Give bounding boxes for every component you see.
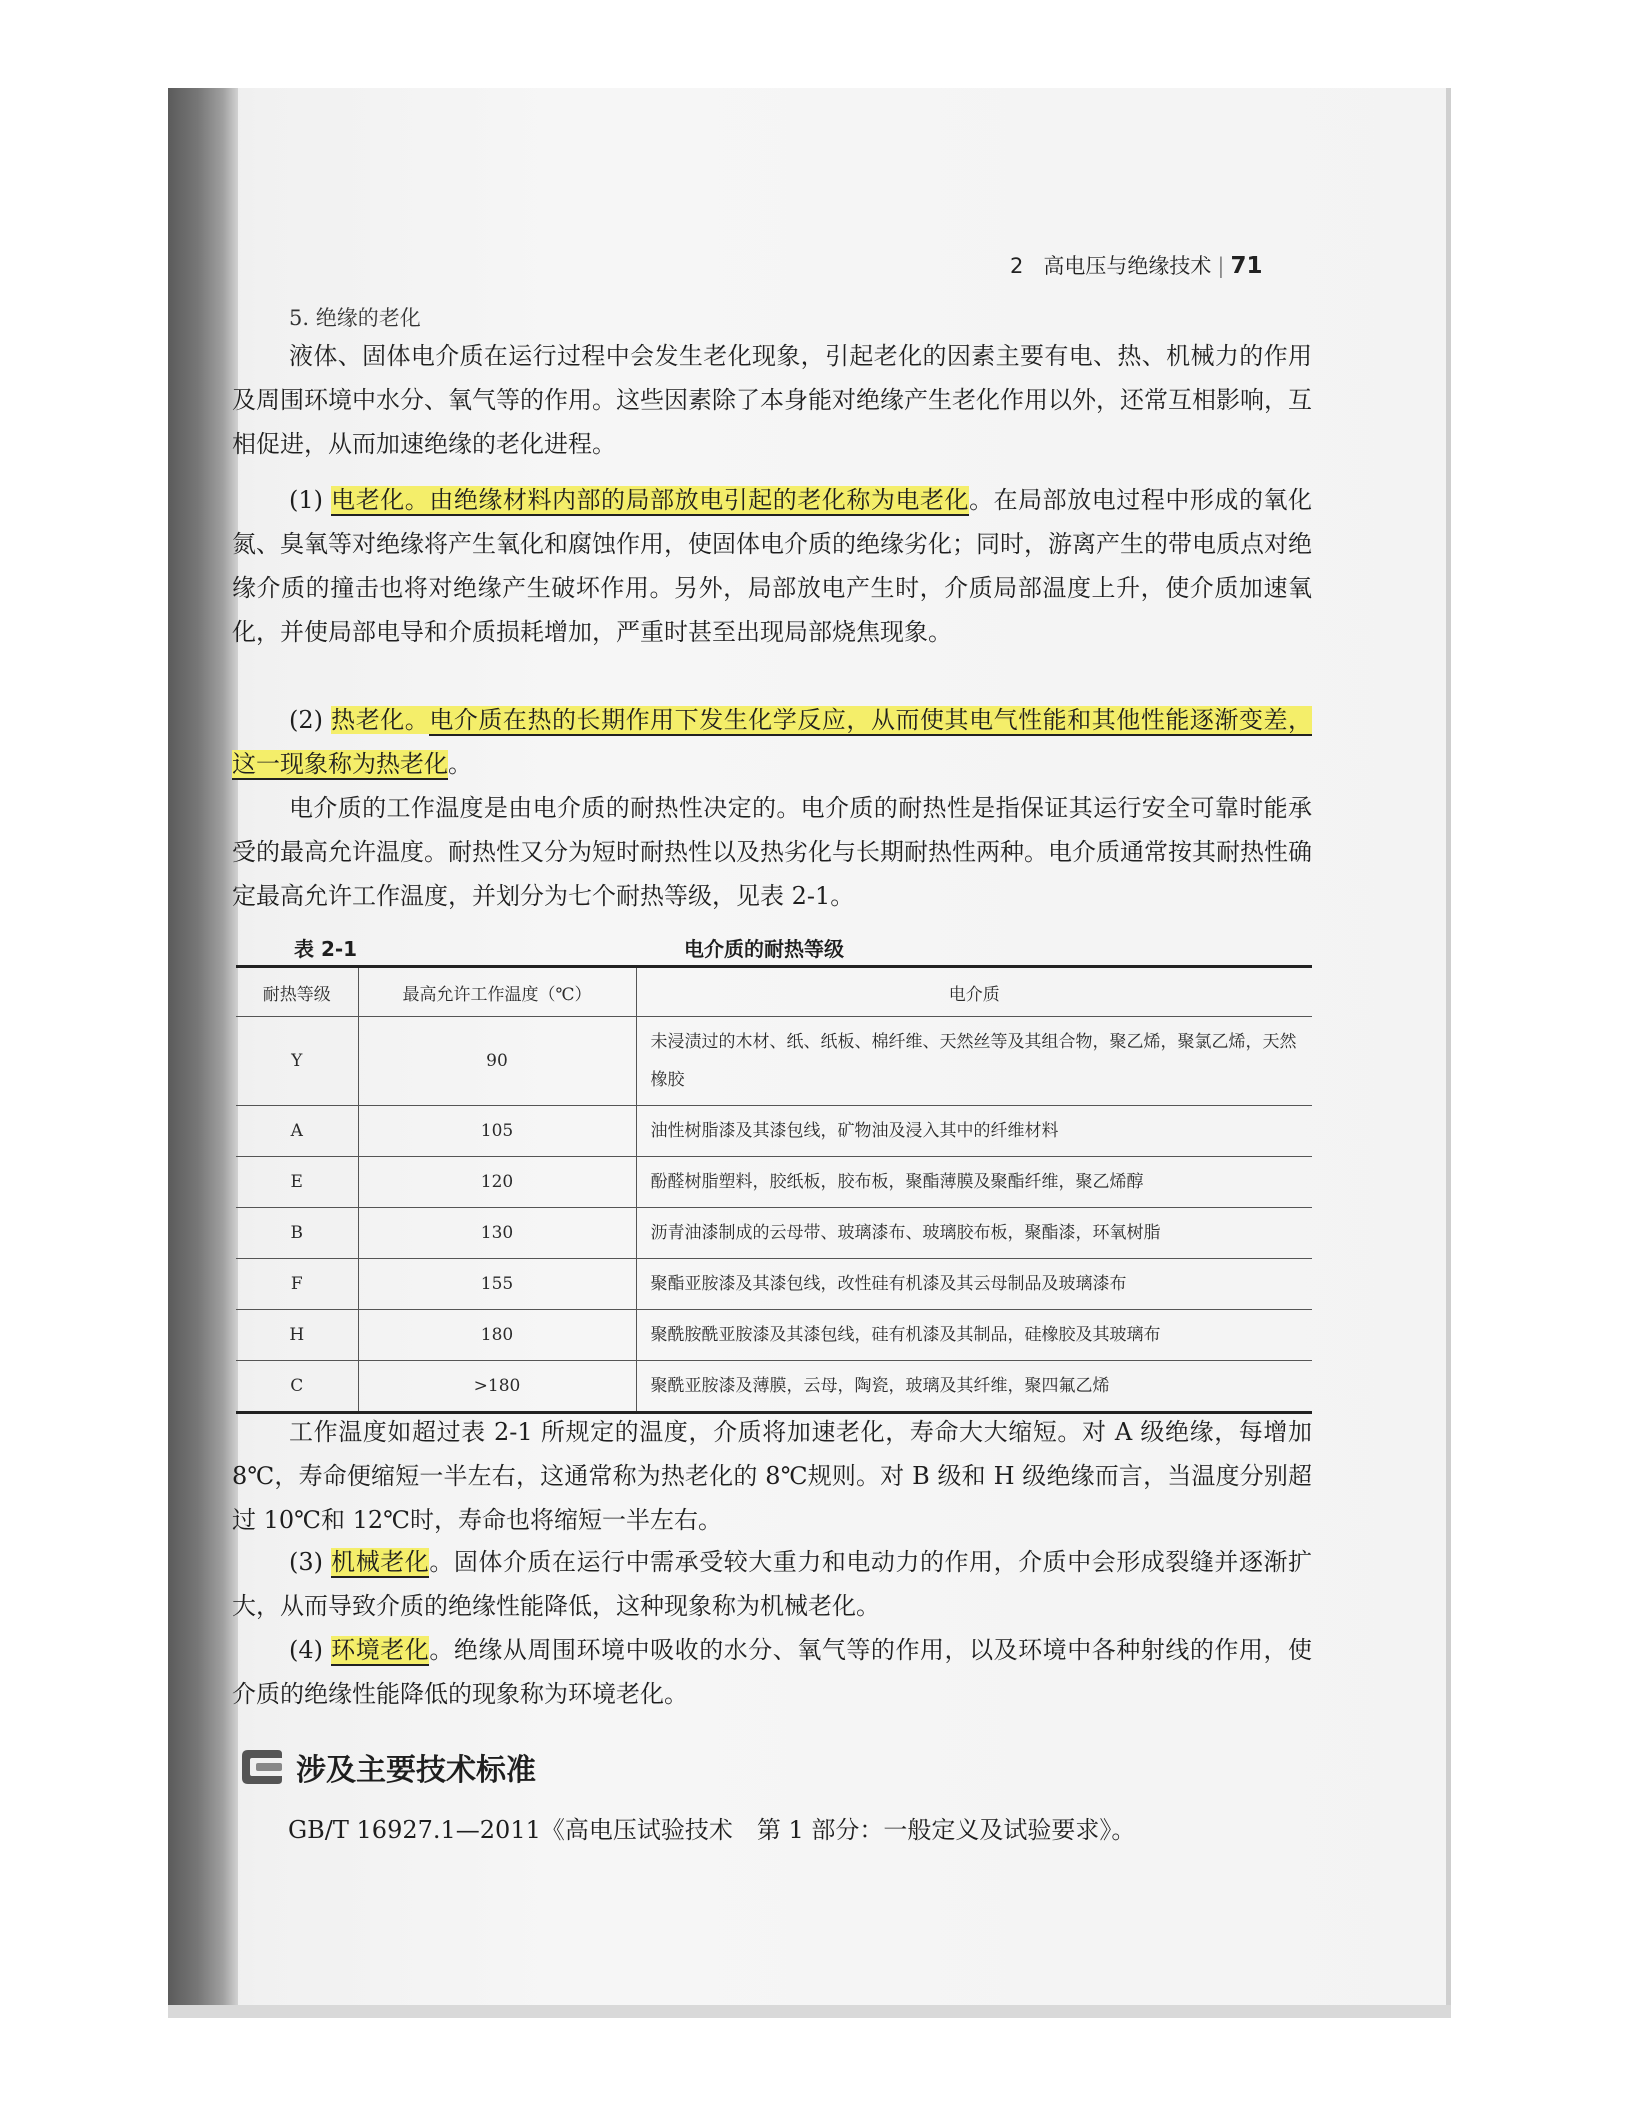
header-temperature: 最高允许工作温度（℃）: [358, 967, 636, 1017]
page-bottom-edge: [168, 2005, 1451, 2018]
page-edge: [1446, 88, 1451, 2018]
standard-reference: GB/T 16927.1—2011《高电压试验技术 第 1 部分：一般定义及试验要求》。: [288, 1816, 1136, 1844]
header-dielectric: 电介质: [636, 967, 1312, 1017]
item-prefix: (1): [289, 486, 332, 514]
aging-rule-paragraph: 工作温度如超过表 2-1 所规定的温度，介质将加速老化，寿命大大缩短。对 A 级绝缘，每增加 8℃，寿命便缩短一半左右，这通常称为热老化的 8℃规则。对 B 级和 H 级绝缘而言，当温度分别超过 10℃和 12℃时，寿命也将缩短一半左右。: [232, 1418, 1312, 1534]
standards-section-title: [238, 1745, 536, 1789]
electrical-aging-body: 。在局部放电过程中形成的氧化氮、臭氧等对绝缘将产生氧化和腐蚀作用，使固体电介质的绝缘劣化；同时，游离产生的带电质点对绝缘介质的撞击也将对绝缘产生破坏作用。另外，局部放电产生时，介质局部温度上升，使介质加速氧化，并使局部电导和介质损耗增加，严重时甚至出现局部烧焦现象。: [232, 486, 1313, 646]
intro-paragraph: 液体、固体电介质在运行过程中会发生老化现象，引起老化的因素主要有电、热、机械力的作用及周围环境中水分、氧气等的作用。这些因素除了本身能对绝缘产生老化作用以外，还常互相影响，互相促进，从而加速绝缘的老化进程。: [232, 342, 1312, 458]
mechanical-aging-body: 。固体介质在运行中需承受较大重力和电动力的作用，介质中会形成裂缝并逐渐扩大，从而导致介质的绝缘性能降低，这种现象称为机械老化。: [232, 1548, 1313, 1620]
electrical-aging-definition: 。由绝缘材料内部的局部放电引起的老化称为电老化: [404, 486, 970, 514]
thermal-aging-term: 热老化: [331, 706, 405, 734]
table-row: A 105 油性树脂漆及其漆包线，矿物油及浸入其中的纤维材料: [236, 1106, 1312, 1157]
environmental-aging-body: 。绝缘从周围环境中吸收的水分、氧气等的作用，以及环境中各种射线的作用，使介质的绝缘性能降低的现象称为环境老化。: [232, 1636, 1313, 1708]
item-prefix: (3): [289, 1548, 332, 1576]
environmental-aging-paragraph: [232, 1628, 1312, 1716]
table-row: E 120 酚醛树脂塑料，胶纸板，胶布板，聚酯薄膜及聚酯纤维，聚乙烯醇: [236, 1157, 1312, 1208]
item-prefix: (2): [289, 706, 332, 734]
table-row: B 130 沥青油漆制成的云母带、玻璃漆布、玻璃胶布板，聚酯漆，环氧树脂: [236, 1208, 1312, 1259]
electrical-aging-term: 电老化: [331, 486, 405, 514]
heat-grade-table: [236, 965, 1312, 1414]
header-grade: 耐热等级: [236, 967, 358, 1017]
chapter-title: 高电压与绝缘技术: [1043, 254, 1212, 278]
table-row: C >180 聚酰亚胺漆及薄膜，云母，陶瓷，玻璃及其纤维，聚四氟乙烯: [236, 1361, 1312, 1413]
page-number: 71: [1230, 253, 1263, 279]
running-header: 2 高电压与绝缘技术 | 71: [1010, 253, 1263, 279]
thermal-aging-paragraph: (2) 热老化。电介质在热的长期作用下发生化学反应，从而使其电气性能和其他性能逐渐变差，这一现象称为热老化。: [232, 706, 1313, 778]
table-number: 表 2-1: [294, 937, 358, 961]
standards-title-text: 涉及主要技术标准: [296, 1753, 536, 1788]
mechanical-aging-term: 机械老化: [331, 1548, 430, 1576]
chapter-number: 2: [1010, 254, 1024, 278]
item-prefix: (4): [289, 1636, 332, 1664]
table-header-row: [236, 967, 1312, 1017]
table-title: 电介质的耐热等级: [684, 937, 844, 961]
electrical-aging-paragraph: [232, 478, 1312, 654]
book-spine-shadow: [168, 88, 238, 2018]
table-row: H 180 聚酰胺酰亚胺漆及其漆包线，硅有机漆及其制品，硅橡胶及其玻璃布: [236, 1310, 1312, 1361]
environmental-aging-term: 环境老化: [331, 1636, 430, 1664]
heat-resistance-paragraph: 电介质的工作温度是由电介质的耐热性决定的。电介质的耐热性是指保证其运行安全可靠时能承受的最高允许温度。耐热性又分为短时耐热性以及热劣化与长期耐热性两种。电介质通常按其耐热性确定最高允许工作温度，并划分为七个耐热等级，见表 2-1。: [232, 794, 1312, 910]
section-heading: 5. 绝缘的老化: [289, 306, 421, 330]
mechanical-aging-paragraph: [232, 1540, 1312, 1628]
thermal-aging-definition: 电介质在热的长期作用下发生化学反应，从而使其电气性能和其他性能逐渐变差，这一现象称为热老化: [232, 706, 1313, 778]
section-badge-icon: [238, 1748, 284, 1786]
table-row: Y 90 未浸渍过的木材、纸、纸板、棉纤维、天然丝等及其组合物，聚乙烯，聚氯乙烯，天然橡胶: [236, 1017, 1312, 1106]
table-row: F 155 聚酯亚胺漆及其漆包线，改性硅有机漆及其云母制品及玻璃漆布: [236, 1259, 1312, 1310]
